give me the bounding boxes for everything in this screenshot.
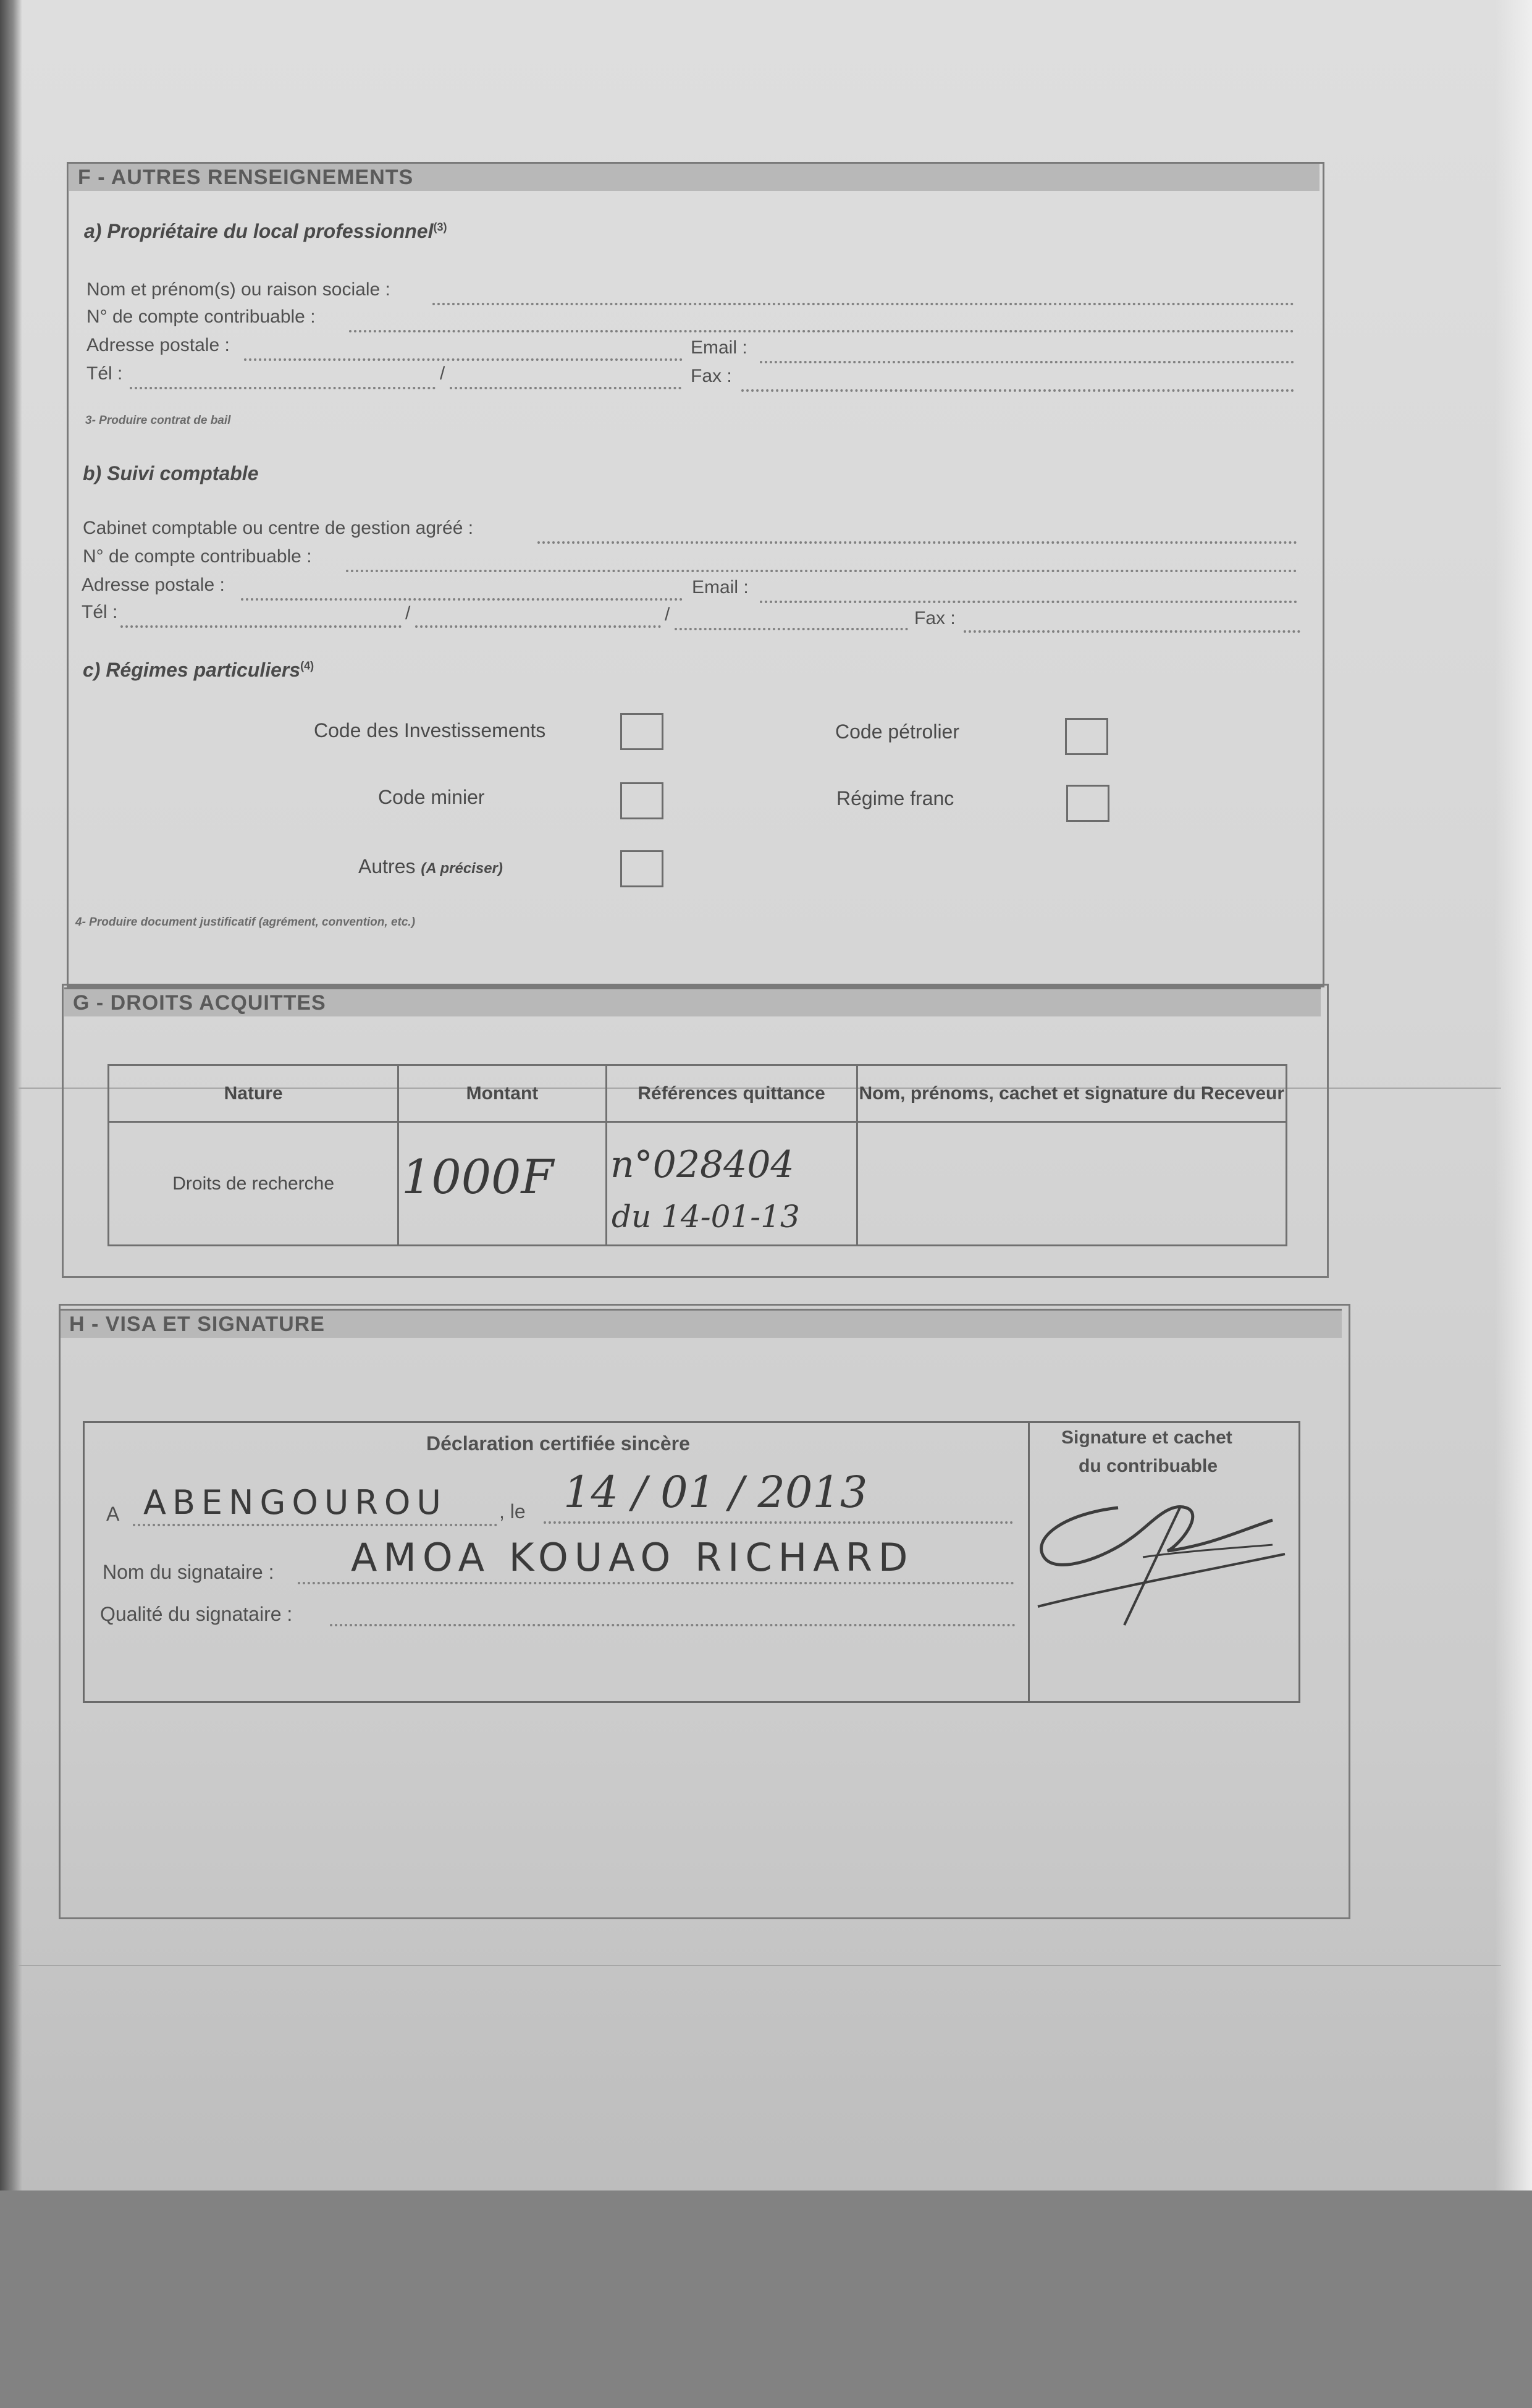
code-minier-label: Code minier: [378, 786, 485, 808]
subsection-b-title: b) Suivi comptable: [83, 462, 259, 484]
owner-account-label: N° de compte contribuable :: [86, 306, 316, 327]
code-investissements-label: Code des Investissements: [314, 719, 546, 741]
autres-checkbox[interactable]: [620, 850, 663, 887]
cabinet-tel-slash-2: /: [665, 604, 670, 625]
cell-nature: Droits de recherche: [109, 1122, 398, 1246]
owner-fax-field[interactable]: [741, 389, 1294, 392]
qualite-label: Qualité du signataire :: [100, 1603, 293, 1625]
owner-address-label: Adresse postale :: [86, 335, 230, 355]
code-investissements-checkbox[interactable]: [620, 713, 663, 750]
regime-franc-checkbox[interactable]: [1066, 785, 1109, 822]
owner-email-label: Email :: [691, 337, 747, 358]
table-header-row: [109, 1065, 1287, 1122]
signataire-label: Nom du signataire :: [103, 1561, 274, 1583]
subsection-c-title: c) Régimes particuliers$^{(4)}$: [83, 659, 314, 681]
declaration-title: Déclaration certifiée sincère: [426, 1432, 690, 1455]
cabinet-email-field[interactable]: [760, 601, 1297, 603]
owner-tel-field-2[interactable]: [450, 387, 681, 389]
code-petrolier-label: Code pétrolier: [835, 720, 959, 743]
cabinet-tel-field-1[interactable]: [120, 625, 402, 628]
handwritten-montant: 1000F: [402, 1149, 554, 1204]
header-receveur: Nom, prénoms, cachet et signature du Receveur: [857, 1065, 1286, 1122]
fold-line: [19, 1965, 1501, 1966]
owner-fax-label: Fax :: [691, 366, 732, 386]
owner-name-field[interactable]: [432, 303, 1294, 305]
cabinet-field[interactable]: [537, 541, 1297, 544]
section-f-title: F - AUTRES RENSEIGNEMENTS: [69, 162, 1319, 191]
le-label: , le: [499, 1500, 526, 1523]
cabinet-address-field[interactable]: [241, 598, 683, 601]
code-petrolier-checkbox[interactable]: [1065, 718, 1108, 755]
autres-label: Autres (A préciser): [358, 855, 503, 877]
qualite-field[interactable]: [330, 1624, 1016, 1626]
owner-tel-label: Tél :: [86, 363, 123, 384]
note-3: 3- Produire contrat de bail: [85, 414, 231, 427]
section-h-title: H - VISA ET SIGNATURE: [61, 1309, 1342, 1338]
regime-franc-label: Régime franc: [836, 787, 954, 809]
signataire-field[interactable]: [298, 1582, 1014, 1584]
handwritten-location: ABENGOUROU: [143, 1483, 447, 1522]
handwritten-signataire: AMOA KOUAO RICHARD: [351, 1535, 914, 1580]
date-field[interactable]: [544, 1521, 1013, 1524]
handwritten-ref-date: du 14-01-13: [612, 1199, 800, 1235]
handwritten-ref-number: n°028404: [610, 1143, 794, 1186]
cabinet-fax-label: Fax :: [914, 608, 956, 628]
cabinet-tel-field-2[interactable]: [415, 625, 661, 628]
cabinet-fax-field[interactable]: [964, 630, 1300, 633]
owner-address-field[interactable]: [244, 358, 683, 361]
header-nature: Nature: [109, 1065, 398, 1122]
header-montant: Montant: [398, 1065, 606, 1122]
section-g-title: G - DROITS ACQUITTES: [64, 987, 1321, 1016]
a-label: A: [106, 1503, 120, 1525]
note-4: 4- Produire document justificatif (agrément, convention, etc.): [75, 916, 416, 929]
cabinet-label: Cabinet comptable ou centre de gestion agréé :: [83, 518, 474, 538]
cabinet-tel-field-3[interactable]: [675, 628, 908, 630]
owner-email-field[interactable]: [760, 361, 1294, 363]
owner-tel-field-1[interactable]: [130, 387, 436, 389]
cell-receveur: [857, 1122, 1286, 1246]
signature-header-line1: Signature et cachet: [1061, 1427, 1232, 1448]
owner-tel-slash: /: [440, 363, 445, 384]
owner-account-field[interactable]: [349, 330, 1294, 332]
cabinet-address-label: Adresse postale :: [82, 575, 225, 595]
subsection-a-title: a) Propriétaire du local professionnel$^{(3)}$: [84, 220, 447, 242]
location-field[interactable]: [133, 1524, 497, 1526]
header-references: Références quittance: [606, 1065, 857, 1122]
owner-name-label: Nom et prénom(s) ou raison sociale :: [86, 279, 390, 300]
cabinet-tel-slash-1: /: [405, 603, 411, 623]
cabinet-tel-label: Tél :: [82, 602, 118, 622]
cabinet-account-label: N° de compte contribuable :: [83, 546, 312, 567]
cabinet-account-field[interactable]: [346, 570, 1297, 572]
cabinet-email-label: Email :: [692, 577, 749, 598]
handwritten-date: 14 / 01 / 2013: [563, 1467, 868, 1518]
code-minier-checkbox[interactable]: [620, 782, 663, 819]
signature-header-line2: du contribuable: [1079, 1456, 1218, 1476]
handwritten-signature: [1025, 1483, 1297, 1644]
